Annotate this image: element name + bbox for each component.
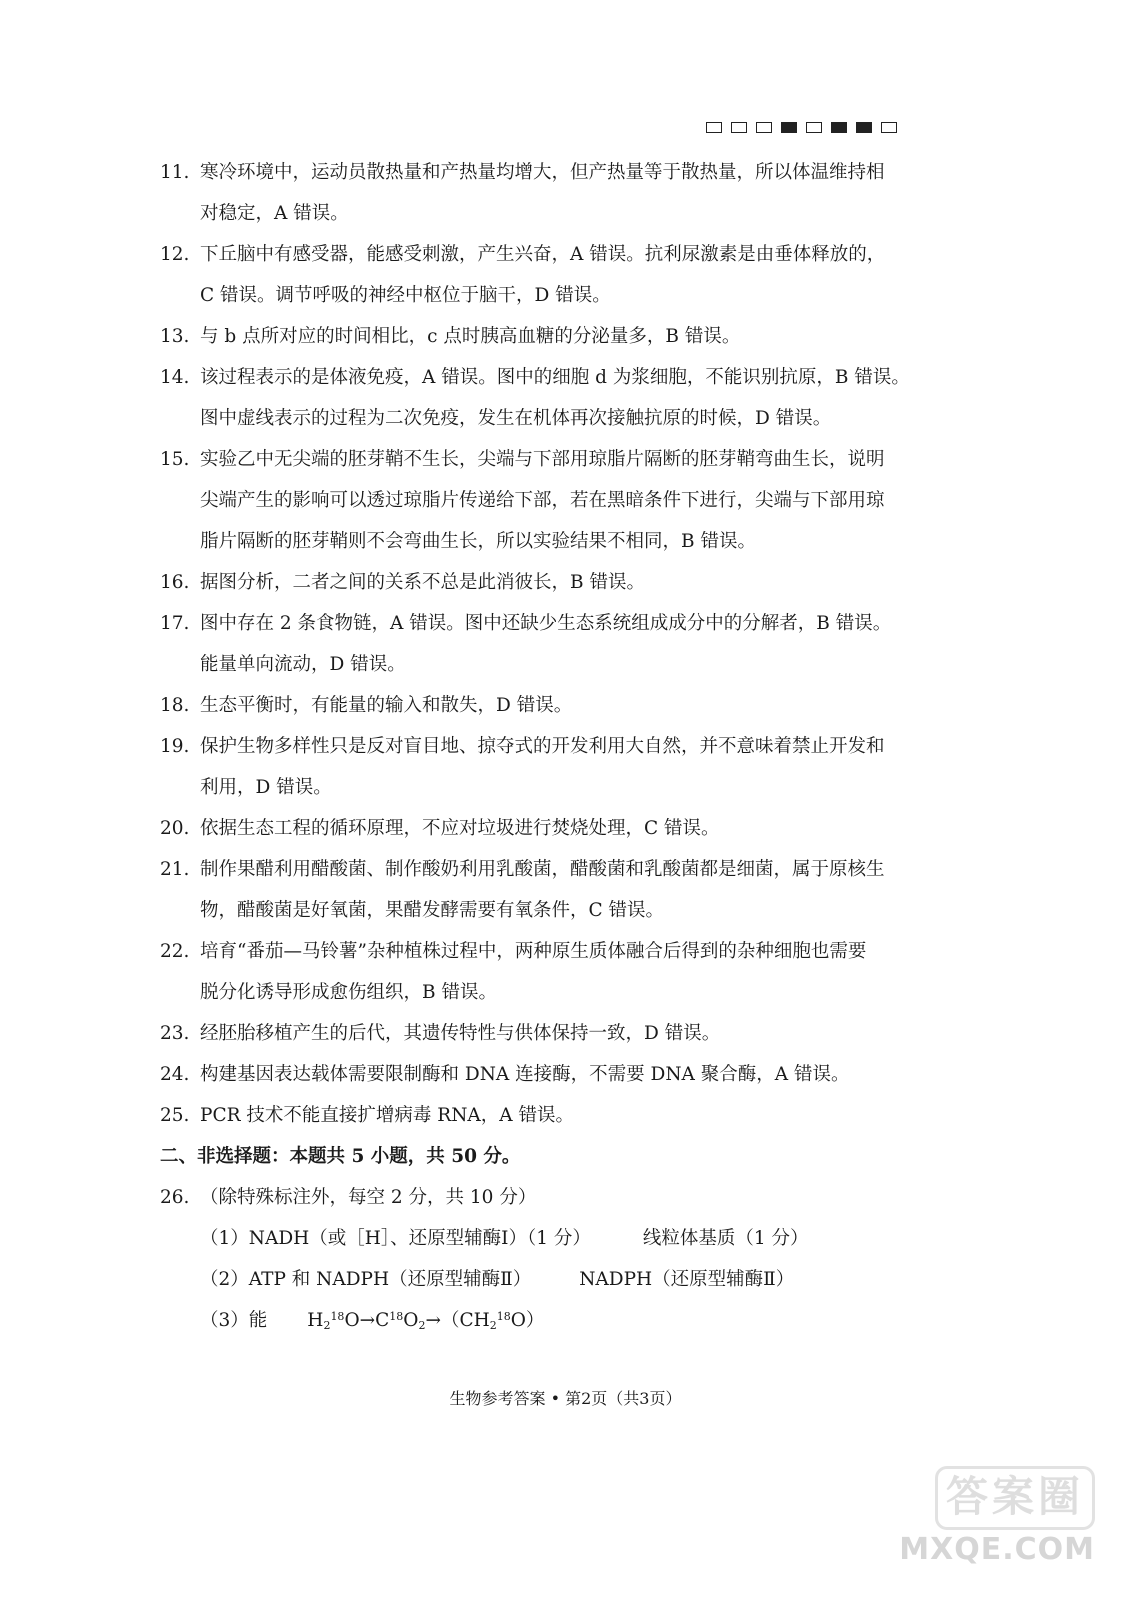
header-mark — [756, 122, 772, 133]
question-number: 20. — [160, 818, 190, 839]
question-number: 14. — [160, 367, 190, 388]
explanation-line: 保护生物多样性只是反对盲目地、掠夺式的开发利用大自然，并不意味着禁止开发和 — [200, 736, 885, 757]
explanation-line: 经胚胎移植产生的后代，其遗传特性与供体保持一致，D 错误。 — [200, 1023, 721, 1044]
answer-item — [160, 931, 960, 1013]
answer-text: ATP 和 NADPH（还原型辅酶Ⅱ） — [248, 1269, 532, 1290]
question-number: 19. — [160, 736, 190, 757]
header-mark — [731, 122, 747, 133]
explanation-line: 寒冷环境中，运动员散热量和产热量均增大，但产热量等于散热量，所以体温维持相 — [200, 162, 885, 183]
answer-label: （1） — [200, 1228, 249, 1249]
explanation-line: 生态平衡时，有能量的输入和散失，D 错误。 — [200, 695, 573, 716]
answer-item — [160, 316, 960, 357]
answer-26-3 — [160, 1300, 960, 1341]
answer-item — [160, 1054, 960, 1095]
explanation-line: 能量单向流动，D 错误。 — [200, 654, 406, 675]
explanation-line: 依据生态工程的循环原理，不应对垃圾进行焚烧处理，C 错误。 — [200, 818, 720, 839]
explanation-line: 尖端产生的影响可以透过琼脂片传递给下部，若在黑暗条件下进行，尖端与下部用琼 — [200, 490, 885, 511]
question-number: 12. — [160, 244, 190, 265]
isotope-formula: $H_2^{18}O\to C^{18}O_2\to(CH_2^{18}O)$ — [307, 1310, 545, 1332]
question-26-intro: （除特殊标注外，每空 2 分，共 10 分） — [200, 1187, 537, 1208]
answer-item — [160, 439, 960, 562]
answer-item — [160, 685, 960, 726]
answer-item — [160, 808, 960, 849]
explanation-line: 实验乙中无尖端的胚芽鞘不生长，尖端与下部用琼脂片隔断的胚芽鞘弯曲生长，说明 — [200, 449, 885, 470]
explanation-line: 利用，D 错误。 — [200, 777, 332, 798]
explanation-line: 培育“番茄—马铃薯”杂种植株过程中，两种原生质体融合后得到的杂种细胞也需要 — [200, 941, 867, 962]
header-mark — [881, 122, 897, 133]
header-mark — [831, 122, 847, 133]
answer-text: NADH（或［H］、还原型辅酶Ⅰ）（1 分） — [248, 1228, 591, 1249]
explanation-line: C 错误。调节呼吸的神经中枢位于脑干，D 错误。 — [200, 285, 611, 306]
answer-label: （2） — [200, 1269, 249, 1290]
answer-item — [160, 726, 960, 808]
watermark-url: MXQE.COM — [899, 1532, 1095, 1567]
explanation-line: 该过程表示的是体液免疫，A 错误。图中的细胞 d 为浆细胞，不能识别抗原，B 错误。 — [200, 367, 910, 388]
question-number: 25. — [160, 1105, 190, 1126]
header-mark — [781, 122, 797, 133]
answer-item — [160, 234, 960, 316]
answer-item — [160, 1095, 960, 1136]
explanation-line: 制作果醋利用醋酸菌、制作酸奶利用乳酸菌，醋酸菌和乳酸菌都是细菌，属于原核生 — [200, 859, 885, 880]
answer-item — [160, 357, 960, 439]
explanation-line: 与 b 点所对应的时间相比，c 点时胰高血糖的分泌量多，B 错误。 — [200, 326, 741, 347]
answer-content — [160, 152, 960, 1341]
answer-text: 线粒体基质（1 分） — [642, 1228, 809, 1249]
answer-text: 能 — [248, 1310, 268, 1331]
question-number: 15. — [160, 449, 190, 470]
multiple-choice-explanations — [160, 152, 960, 1136]
question-number: 17. — [160, 613, 190, 634]
answer-item — [160, 849, 960, 931]
header-mark — [806, 122, 822, 133]
answer-label: （3） — [200, 1310, 249, 1331]
question-number: 21. — [160, 859, 190, 880]
answer-text: NADPH（还原型辅酶Ⅱ） — [579, 1269, 795, 1290]
answer-item — [160, 1013, 960, 1054]
question-number: 23. — [160, 1023, 190, 1044]
explanation-line: 对稳定，A 错误。 — [200, 203, 349, 224]
explanation-line: 脱分化诱导形成愈伤组织，B 错误。 — [200, 982, 497, 1003]
page-footer: 生物参考答案 • 第2页（共3页） — [449, 1389, 682, 1408]
header-mark — [856, 122, 872, 133]
answer-26-2 — [160, 1259, 960, 1300]
explanation-line: 脂片隔断的胚芽鞘则不会弯曲生长，所以实验结果不相同，B 错误。 — [200, 531, 756, 552]
explanation-line: 图中存在 2 条食物链，A 错误。图中还缺少生态系统组成成分中的分解者，B 错误。 — [200, 613, 892, 634]
watermark-logo: 答案圈 — [935, 1466, 1095, 1530]
question-number: 22. — [160, 941, 190, 962]
answer-26-1 — [160, 1218, 960, 1259]
explanation-line: 构建基因表达载体需要限制酶和 DNA 连接酶，不需要 DNA 聚合酶，A 错误。 — [200, 1064, 850, 1085]
section-heading: 二、非选择题：本题共 5 小题，共 50 分。 — [160, 1146, 521, 1167]
question-number: 26. — [160, 1187, 190, 1208]
explanation-line: 图中虚线表示的过程为二次免疫，发生在机体再次接触抗原的时候，D 错误。 — [200, 408, 832, 429]
answer-item — [160, 603, 960, 685]
explanation-line: 物，醋酸菌是好氧菌，果醋发酵需要有氧条件，C 错误。 — [200, 900, 665, 921]
question-number: 13. — [160, 326, 190, 347]
explanation-line: 下丘脑中有感受器，能感受刺激，产生兴奋，A 错误。抗利尿激素是由垂体释放的， — [200, 244, 886, 265]
answer-item — [160, 562, 960, 603]
question-26 — [160, 1177, 960, 1218]
question-number: 11. — [160, 162, 190, 183]
explanation-line: PCR 技术不能直接扩增病毒 RNA，A 错误。 — [200, 1105, 575, 1126]
header-marks — [706, 122, 897, 133]
question-number: 18. — [160, 695, 190, 716]
explanation-line: 据图分析，二者之间的关系不总是此消彼长，B 错误。 — [200, 572, 645, 593]
answer-item — [160, 152, 960, 234]
question-number: 16. — [160, 572, 190, 593]
question-number: 24. — [160, 1064, 190, 1085]
header-mark — [706, 122, 722, 133]
